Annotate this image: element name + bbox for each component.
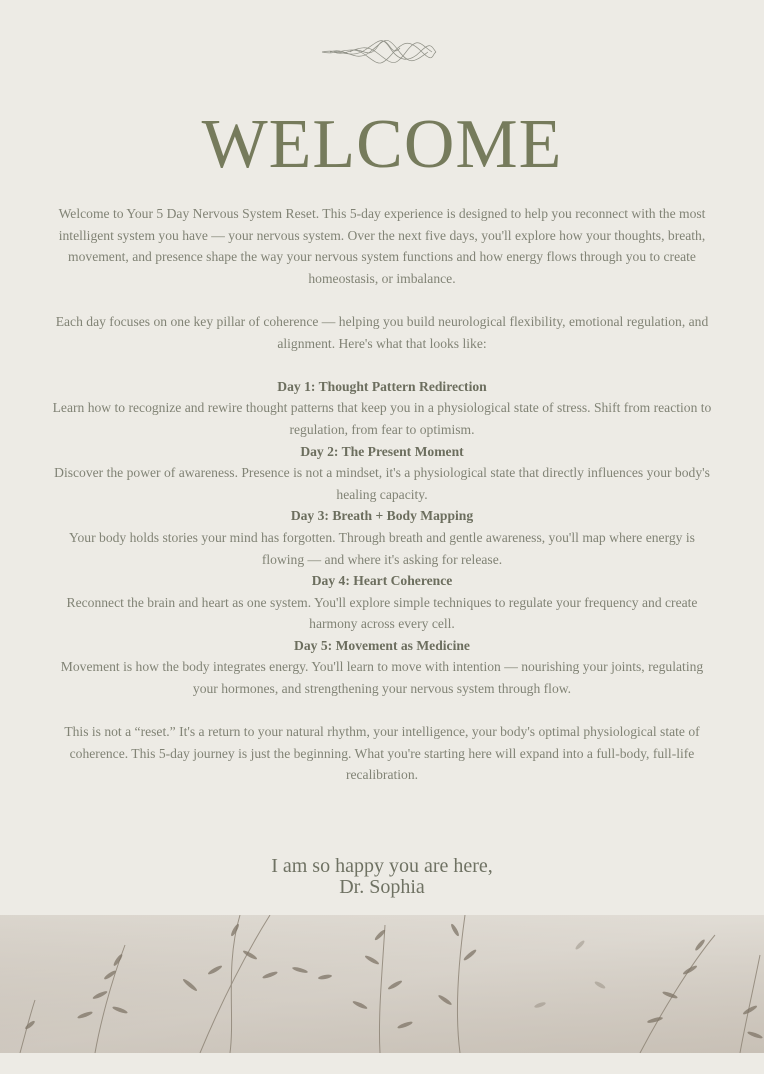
day-3-title: Day 3: Breath + Body Mapping [290, 508, 474, 524]
day-1-title: Day 1: Thought Pattern Redirection [277, 378, 487, 394]
body-content [48, 203, 716, 786]
day-4-title: Day 4: Heart Coherence [311, 573, 453, 589]
wave-flourish-icon [320, 34, 438, 70]
day-4-text: Reconnect the brain and heart as one system. You'll explore simple techniques to regulate your frequency and create harmony across every cell. [66, 594, 698, 632]
intro-paragraph: Welcome to Your 5 Day Nervous System Reset. This 5-day experience is designed to help you reconnect with the most intelligent system you have — your nervous system. Over the next five days, you'll explore how your thoughts, breath, movement, and presence shape the way your nervous system functions and how energy flows through you to create homeostasis, or imbalance. [58, 206, 706, 286]
closing-paragraph: This is not a “reset.” It's a return to your natural rhythm, your intelligence, your body's optimal physiological state of coherence. This 5-day journey is just the beginning. What you're starting here will expand into a full-body, full-life recalibration. [64, 724, 700, 783]
day-1-text: Learn how to recognize and rewire thought patterns that keep you in a physiological state of stress. Shift from reaction to regulation, from fear to optimism. [52, 400, 712, 437]
day-5-text: Movement is how the body integrates energy. You'll learn to move with intention — nourishing your joints, regulating your hormones, and strengthening your nervous system through flow. [60, 659, 704, 697]
day-3-text: Your body holds stories your mind has forgotten. Through breath and gentle awareness, you'll map where energy is flowing — and where it's asking for release. [69, 529, 695, 567]
grass-photo [0, 915, 764, 1053]
day-2-text: Discover the power of awareness. Presence is not a mindset, it's a physiological state that directly influences your body's healing capacity. [54, 465, 710, 502]
page-title: WELCOME [201, 106, 563, 183]
signoff [0, 856, 764, 898]
signoff-line: I am so happy you are here, [271, 855, 493, 877]
day-5-title: Day 5: Movement as Medicine [294, 637, 470, 653]
signature-name: Dr. Sophia [339, 876, 425, 898]
day-2-title: Day 2: The Present Moment [300, 443, 464, 459]
focus-paragraph: Each day focuses on one key pillar of coherence — helping you build neurological flexibility, emotional regulation, and alignment. Here's what that looks like: [55, 313, 709, 351]
